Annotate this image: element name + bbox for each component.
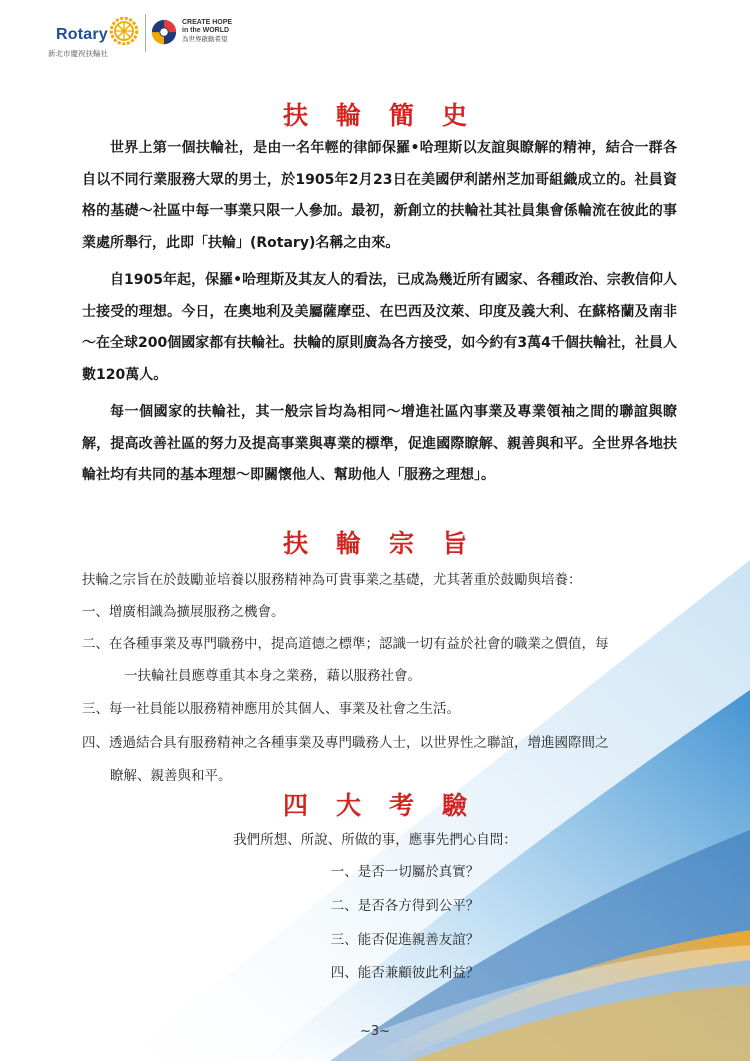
- hope-line-1: CREATE HOPE: [182, 19, 233, 26]
- objective-intro: 扶輪之宗旨在於鼓勵並培養以服務精神為可貴事業之基礎，尤其著重於鼓勵與培養：: [82, 572, 582, 588]
- objective-item-4-cont: 瞭解、親善與和平。: [110, 768, 232, 784]
- objective-item-3: 三、每一社員能以服務精神應用於其個人、事業及社會之生活。: [82, 701, 460, 717]
- history-paragraph-1: 世界上第一個扶輪社，是由一名年輕的律師保羅•哈理斯以友誼與瞭解的精神，結合一群各自以不同行業服務大眾的男士，於1905年2月23日在美國伊利諾州芝加哥組織成立的。社員資格的基礎～社區中每一事業只限一人參加。最初，新創立的扶輪社其社員集會係輪流在彼此的事業處所舉行，此即「扶輪」(Rotary)名稱之由來。: [82, 140, 677, 251]
- logo-divider: [145, 14, 146, 52]
- four-way-test-q1: 一、是否一切屬於真實？: [330, 864, 480, 880]
- objective-item-2-cont: 一扶輪社員應尊重其本身之業務，藉以服務社會。: [124, 668, 421, 684]
- four-way-test-q3: 三、能否促進親善友誼？: [330, 932, 480, 948]
- page-number: ~3~: [359, 1024, 391, 1039]
- objective-title: 扶輪宗旨: [282, 529, 495, 558]
- objective-item-2: 二、在各種事業及專門職務中，提高道德之標準；認識一切有益於社會的職業之價值，每: [82, 636, 609, 652]
- objective-item-4: 四、透過結合具有服務精神之各種事業及專門職務人士，以世界性之聯誼，增進國際間之: [82, 735, 609, 751]
- four-way-test-title: 四大考驗: [282, 791, 495, 820]
- history-paragraph-2: 自1905年起，保羅•哈理斯及其友人的看法，已成為幾近所有國家、各種政治、宗教信仰人士接受的理想。今日，在奧地利及美屬薩摩亞、在巴西及汶萊、印度及義大利、在蘇格蘭及南非～在全球200個國家都有扶輪社。扶輪的原則廣為各方接受，如今約有3萬4千個扶輪社，社員人數120萬人。: [82, 272, 677, 383]
- history-title: 扶輪簡史: [282, 101, 495, 130]
- rotary-wheel-icon: [109, 16, 139, 46]
- hope-line-3: 為世界啟動希望: [182, 35, 228, 43]
- history-paragraph-3: 每一個國家的扶輪社，其一般宗旨均為相同～增進社區內事業及專業領袖之間的聯誼與瞭解，提高改善社區的努力及提高事業與專業的標準，促進國際瞭解、親善與和平。全世界各地扶輪社均有共同的基本理想～即關懷他人、幫助他人「服務之理想」。: [82, 404, 677, 483]
- four-way-test-q2: 二、是否各方得到公平？: [330, 898, 480, 914]
- four-way-test-intro: 我們所想、所說、所做的事，應事先捫心自問：: [233, 832, 517, 848]
- club-name: 新北市慶祝扶輪社: [48, 49, 108, 58]
- hope-line-2: in the WORLD: [182, 27, 230, 34]
- four-way-test-q4: 四、能否兼顧彼此利益？: [330, 965, 480, 981]
- create-hope-text: [182, 19, 232, 43]
- create-hope-logo-icon: [150, 16, 178, 50]
- objective-item-1: 一、增廣相識為擴展服務之機會。: [82, 604, 285, 620]
- rotary-wordmark: Rotary: [56, 26, 108, 43]
